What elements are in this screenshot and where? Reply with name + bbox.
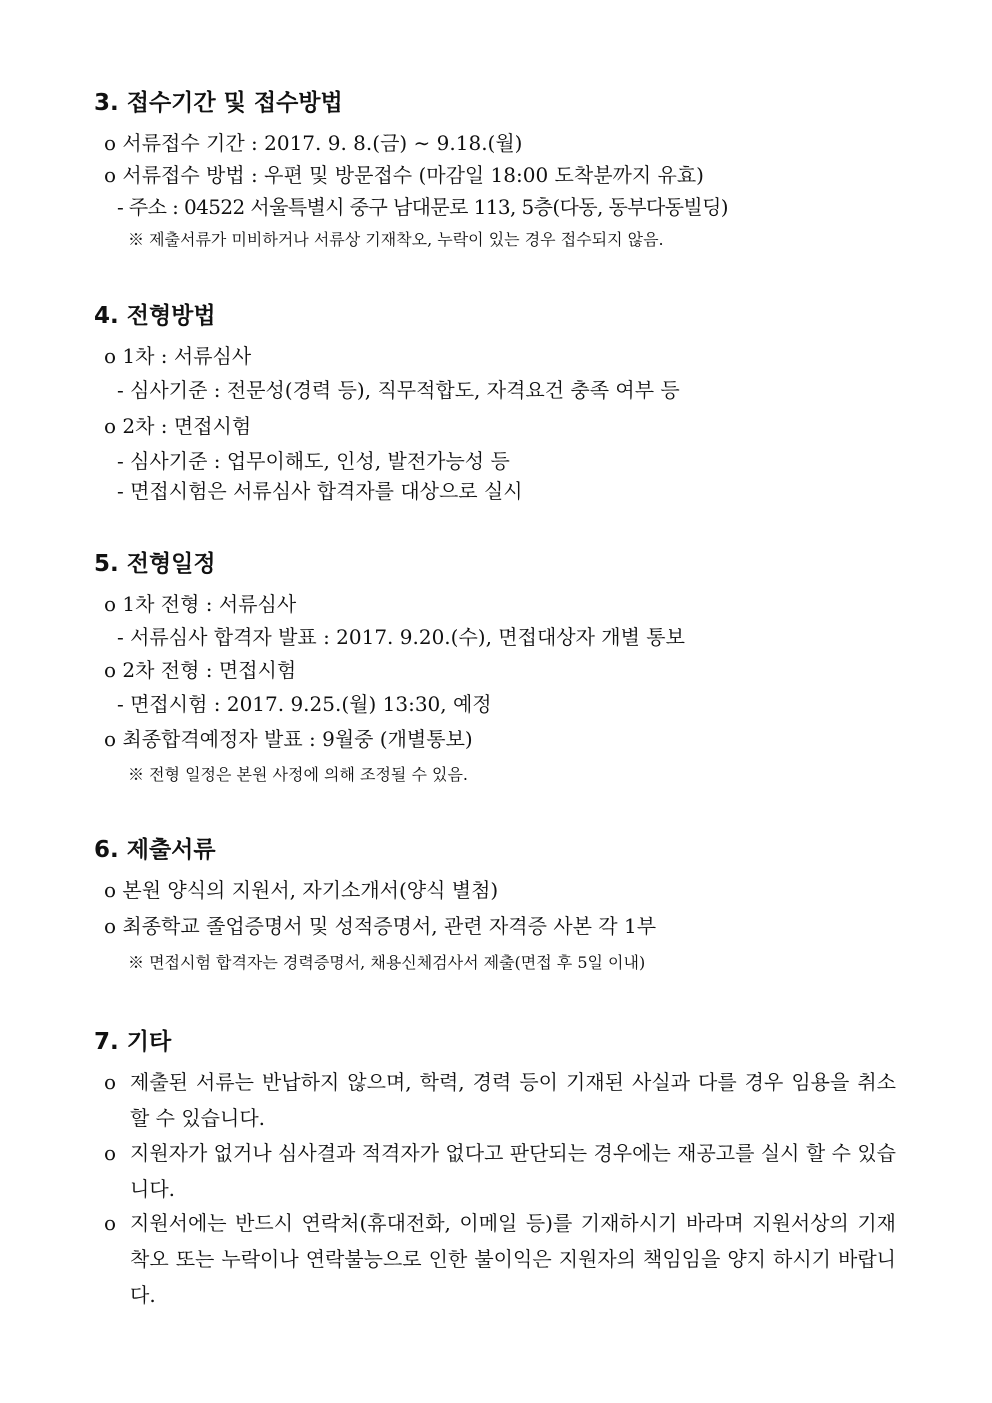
s4-line-5: - 면접시험은 서류심사 합격자를 대상으로 실시	[117, 479, 523, 503]
s7-bullet: o	[104, 1141, 117, 1165]
s6-note: ※ 면접시험 합격자는 경력증명서, 채용신체검사서 제출(면접 후 5일 이내)	[128, 953, 646, 972]
s3-line-2: o 서류접수 방법 : 우편 및 방문접수 (마감일 18:00 도착분까지 유효)	[104, 163, 704, 187]
s5-line-1: o 1차 전형 : 서류심사	[104, 592, 297, 616]
s4-line-2: - 심사기준 : 전문성(경력 등), 직무적합도, 자격요건 충족 여부 등	[117, 378, 680, 402]
s5-line-4: - 면접시험 : 2017. 9.25.(월) 13:30, 예정	[117, 692, 492, 716]
s4-line-1: o 1차 : 서류심사	[104, 344, 252, 368]
s5-line-5: o 최종합격예정자 발표 : 9월중 (개별통보)	[104, 727, 473, 751]
s7-paragraph-1-text: 제출된 서류는 반납하지 않으며, 학력, 경력 등이 기재된 사실과 다를 경우 임용을 취소 할 수 있습니다.	[130, 1070, 896, 1130]
section-6-title: 6. 제출서류	[94, 837, 216, 863]
s7-paragraph-3	[104, 1205, 896, 1313]
section-5-title: 5. 전형일정	[94, 551, 216, 577]
s4-line-4: - 심사기준 : 업무이해도, 인성, 발전가능성 등	[117, 449, 510, 473]
s3-note: ※ 제출서류가 미비하거나 서류상 기재착오, 누락이 있는 경우 접수되지 않음.	[128, 230, 664, 249]
s5-note: ※ 전형 일정은 본원 사정에 의해 조정될 수 있음.	[128, 765, 468, 784]
s5-line-3: o 2차 전형 : 면접시험	[104, 658, 297, 682]
s4-line-3: o 2차 : 면접시험	[104, 414, 252, 438]
s7-paragraph-1	[104, 1064, 896, 1136]
s6-line-2: o 최종학교 졸업증명서 및 성적증명서, 관련 자격증 사본 각 1부	[104, 914, 657, 938]
s7-paragraph-3-text: 지원서에는 반드시 연락처(휴대전화, 이메일 등)를 기재하시기 바라며 지원서상의 기재착오 또는 누락이나 연락불능으로 인한 불이익은 지원자의 책임임을 양지 하시기 바랍니다.	[130, 1211, 896, 1307]
section-4-title: 4. 전형방법	[94, 303, 216, 329]
s7-bullet: o	[104, 1070, 117, 1094]
s3-line-1: o 서류접수 기간 : 2017. 9. 8.(금) ∼ 9.18.(월)	[104, 131, 523, 155]
section-3-title: 3. 접수기간 및 접수방법	[94, 90, 343, 116]
s3-line-3: - 주소 : 04522 서울특별시 중구 남대문로 113, 5층(다동, 동부다동빌딩)	[117, 195, 728, 219]
s5-line-2: - 서류심사 합격자 발표 : 2017. 9.20.(수), 면접대상자 개별 통보	[117, 625, 685, 649]
s7-paragraph-2-text: 지원자가 없거나 심사결과 적격자가 없다고 판단되는 경우에는 재공고를 실시 할 수 있습니다.	[130, 1141, 896, 1201]
s6-line-1: o 본원 양식의 지원서, 자기소개서(양식 별첨)	[104, 878, 499, 902]
section-7-title: 7. 기타	[94, 1029, 172, 1055]
s7-paragraph-2	[104, 1135, 896, 1207]
s7-bullet: o	[104, 1211, 117, 1235]
